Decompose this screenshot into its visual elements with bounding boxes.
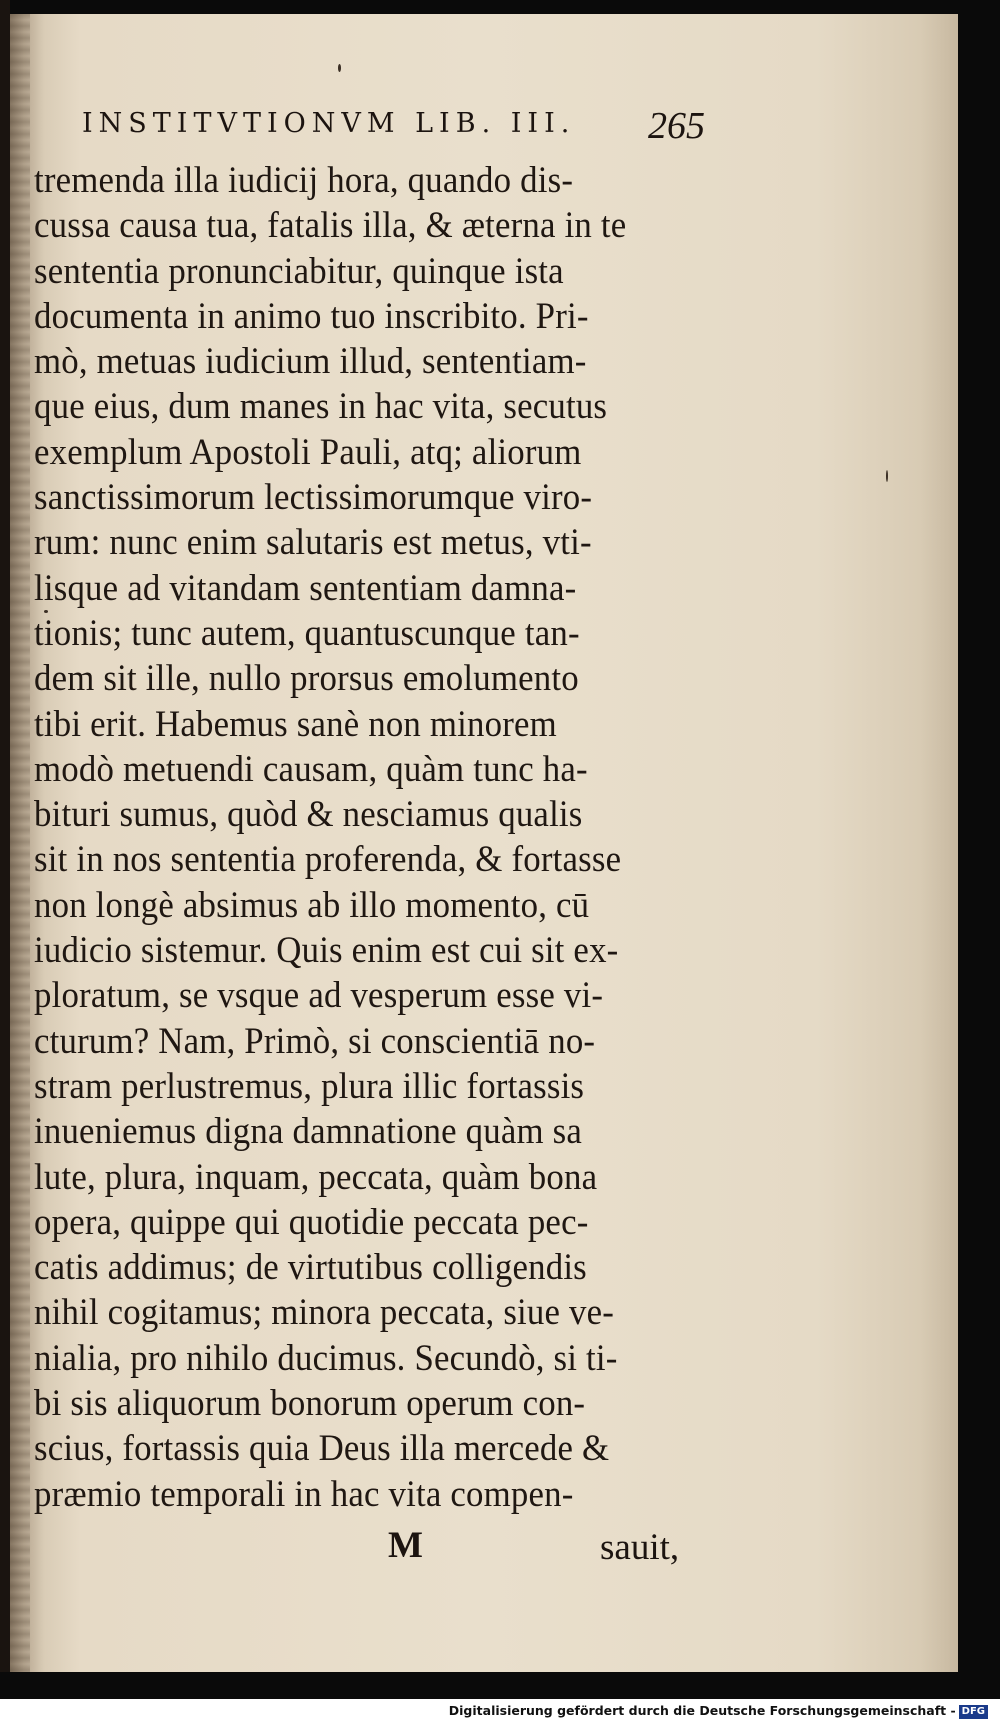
text-line: non longè absimus ab illo momento, cū xyxy=(34,884,590,926)
page-number: 265 xyxy=(648,105,705,147)
scan-border-left xyxy=(0,0,10,1699)
running-head: INSTITVTIONVM LIB. III. xyxy=(82,108,576,139)
text-line: nialia, pro nihilo ducimus. Secundò, si ti- xyxy=(34,1337,618,1379)
digitization-credit xyxy=(0,1703,988,1723)
text-line: mò, metuas iudicium illud, sententiam- xyxy=(34,341,587,383)
credit-text: Digitalisierung gefördert durch die Deutsche Forschungsgemeinschaft - xyxy=(448,1703,956,1718)
text-line: opera, quippe qui quotidie peccata pec- xyxy=(34,1201,589,1243)
page-gutter-shadow xyxy=(10,14,30,1674)
text-line: stram perlustremus, plura illic fortassis xyxy=(34,1065,585,1107)
text-line: rum: nunc enim salutaris est metus, vti- xyxy=(34,522,592,564)
text-line: tibi erit. Habemus sanè non minorem xyxy=(34,703,557,745)
text-line: exemplum Apostoli Pauli, atq; aliorum xyxy=(34,431,582,473)
scan-border-bottom xyxy=(0,1672,1000,1699)
scan-border-right xyxy=(958,0,1000,1699)
text-line: scius, fortassis quia Deus illa mercede & xyxy=(34,1428,610,1470)
signature-mark: M xyxy=(388,1525,423,1566)
text-line: tionis; tunc autem, quantuscunque tan- xyxy=(34,612,580,654)
text-line: bi sis aliquorum bonorum operum con- xyxy=(34,1383,586,1425)
text-line: sententia pronunciabitur, quinque ista xyxy=(34,250,564,292)
paper-speck xyxy=(338,64,341,72)
text-line: modò metuendi causam, quàm tunc ha- xyxy=(34,748,588,790)
text-line: catis addimus; de virtutibus colligendis xyxy=(34,1247,587,1289)
text-line: lute, plura, inquam, peccata, quàm bona xyxy=(34,1156,598,1198)
catchword: sauit, xyxy=(600,1527,680,1568)
text-line: lisque ad vitandam sententiam damna- xyxy=(34,567,577,609)
text-line: ploratum, se vsque ad vesperum esse vi- xyxy=(34,975,604,1017)
body-text xyxy=(34,158,714,1517)
text-line: sanctissimorum lectissimorumque viro- xyxy=(34,477,593,519)
text-line: dem sit ille, nullo prorsus emolumento xyxy=(34,658,579,700)
paper-speck xyxy=(886,470,888,482)
text-line: inueniemus digna damnatione quàm sa xyxy=(34,1111,583,1153)
text-line: que eius, dum manes in hac vita, secutus xyxy=(34,386,608,428)
text-line: tremenda illa iudicij hora, quando dis- xyxy=(34,160,574,201)
dfg-logo-badge: DFG xyxy=(959,1705,988,1719)
text-line: iudicio sistemur. Quis enim est cui sit ex- xyxy=(34,930,619,972)
text-line: cturum? Nam, Primò, si conscientiā no- xyxy=(34,1020,596,1062)
text-line: documenta in animo tuo inscribito. Pri- xyxy=(34,295,589,337)
text-line: sit in nos sententia proferenda, & fortasse xyxy=(34,839,622,881)
text-line: præmio temporali in hac vita compen- xyxy=(34,1473,574,1515)
text-line: bituri sumus, quòd & nesciamus qualis xyxy=(34,794,583,836)
text-line: nihil cogitamus; minora peccata, siue ve- xyxy=(34,1292,615,1334)
text-line: cussa causa tua, fatalis illa, & æterna in te xyxy=(34,205,627,247)
